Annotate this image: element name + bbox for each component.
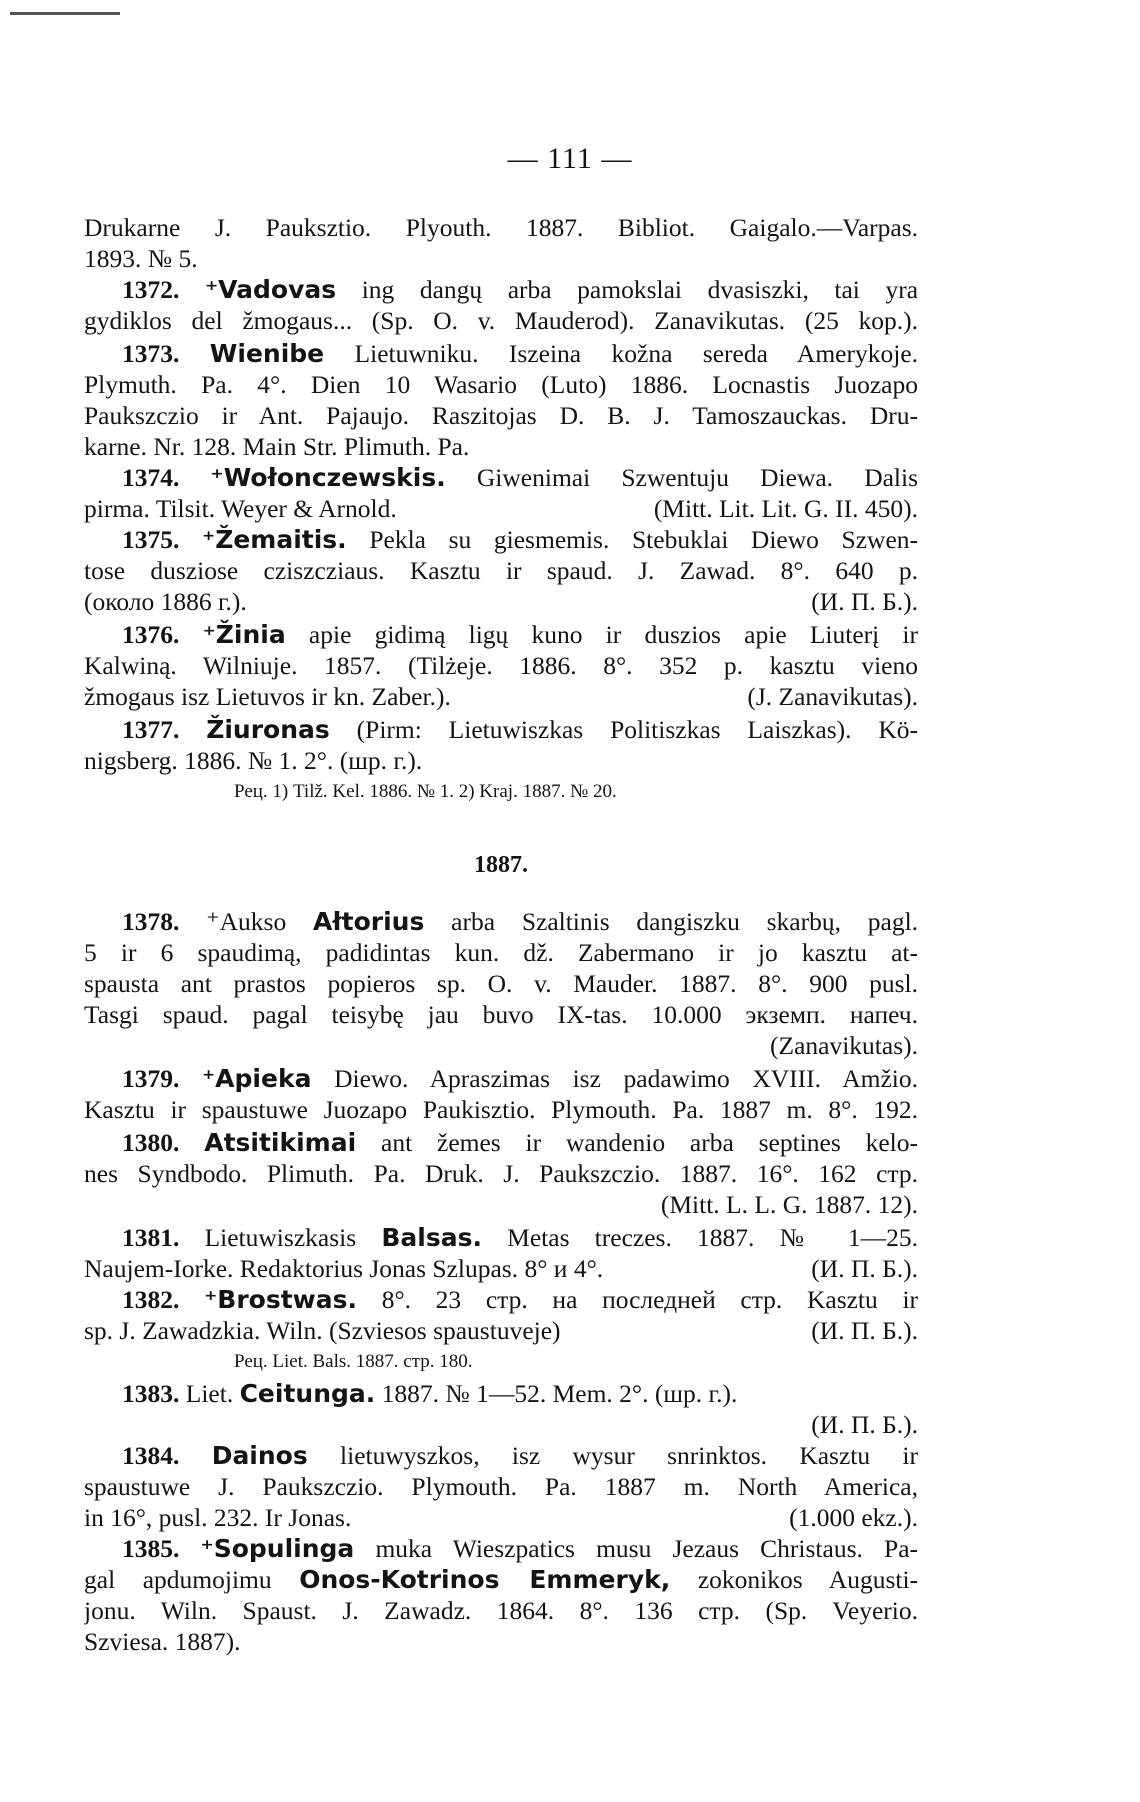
entry-line: Plymuth. Pa. 4°. Dien 10 Wasario (Luto) 1886. Locnastis Juozapo: [84, 370, 918, 399]
entry-line: 1893. № 5.: [84, 244, 198, 273]
entry-1374: [122, 462, 918, 493]
entry-line: jonu. Wiln. Spaust. J. Zawadz. 1864. 8°. 136 стр. (Sp. Veyerio.: [84, 1596, 918, 1625]
entry-text: lietuwyszkos, isz wysur snrinktos. Kasztu ir: [340, 1441, 918, 1470]
entry-title: Balsas.: [381, 1223, 482, 1252]
review-note: Рец. Liet. Bals. 1887. стр. 180.: [234, 1351, 473, 1372]
entry-text: (Pirm: Lietuwiszkas Politiszkas Laiszkas). Kö-: [356, 715, 918, 744]
entry-title: Dainos: [211, 1441, 308, 1470]
entry-text: gal apdumojimu: [84, 1565, 272, 1594]
entry-title: ⁺Žinia: [202, 620, 286, 649]
entry-source: (Mitt. Lit. Lit. G. II. 450).: [653, 494, 918, 523]
entry-line: tose dusziose cziszcziaus. Kasztu ir spaud. J. Zawad. 8°. 640 p.: [84, 556, 918, 585]
entry-number: 1384.: [122, 1441, 180, 1470]
entry-text: Pekla su giesmemis. Stebuklai Diewo Szwen-: [369, 525, 918, 554]
entry-1382: [122, 1284, 918, 1315]
entry-line: sp. J. Zawadzkia. Wiln. (Szviesos spaustuveje): [84, 1316, 561, 1345]
entry-line: Kasztu ir spaustuwe Juozapo Paukisztio. Plymouth. Pa. 1887 m. 8°. 192.: [84, 1095, 918, 1124]
entry-text: apie gidimą ligų kuno ir duszios apie Liuterį ir: [308, 620, 918, 649]
entry-text: ant žemes ir wandenio arba septines kelo-: [381, 1128, 918, 1157]
entry-text: 8°. 23 стр. на последней стр. Kasztu ir: [381, 1285, 918, 1314]
entry-text: ing dangų arba pamokslai dvasiszki, tai yra: [361, 275, 918, 304]
entry-1384: [122, 1440, 918, 1471]
entry-title: Ceitunga.: [239, 1379, 376, 1408]
entry-number: 1380.: [122, 1128, 180, 1157]
scan-edge-mark: [10, 12, 120, 15]
entry-line: žmogaus isz Lietuvos ir kn. Zaber.).: [84, 682, 451, 711]
entry-text: muka Wieszpatics musu Jezaus Christaus. Pa-: [375, 1534, 918, 1563]
entry-text: zokonikos Augusti-: [697, 1565, 918, 1594]
entry-text: Metas treczes. 1887. № 1—25.: [507, 1223, 918, 1252]
entry-source: (Mitt. L. L. G. 1887. 12).: [660, 1190, 918, 1219]
entry-1372: [122, 274, 918, 305]
entry-line: gydiklos del žmogaus... (Sp. O. v. Mauderod). Zanavikutas. (25 kop.).: [84, 306, 918, 335]
entry-title: Atsitikimai: [204, 1128, 357, 1157]
entry-source: (И. П. Б.).: [811, 1316, 918, 1345]
entry-number: 1374.: [122, 463, 180, 492]
entry-1376: [122, 619, 918, 650]
entry-source: (И. П. Б.).: [811, 1410, 918, 1439]
entry-line: [84, 1564, 918, 1595]
entry-title: ⁺Žemaitis.: [202, 525, 347, 554]
entry-title: Žiuronas: [206, 715, 330, 744]
entry-line: nes Syndbodo. Plimuth. Pa. Druk. J. Paukszczio. 1887. 16°. 162 стр.: [84, 1159, 918, 1188]
entry-text: arba Szaltinis dangiszku skarbų, pagl.: [451, 907, 918, 936]
entry-line: Paukszczio ir Ant. Pajaujo. Raszitojas D. B. J. Tamoszauckas. Dru-: [84, 401, 918, 430]
entry-number: 1376.: [122, 620, 180, 649]
page-number: — 111 —: [507, 142, 633, 175]
entry-source: (1.000 ekz.).: [789, 1503, 918, 1532]
entry-line: Naujem-Iorke. Redaktorius Jonas Szlupas. 8° и 4°.: [84, 1254, 604, 1283]
entry-title: Wienibe: [209, 339, 325, 368]
entry-title: ⁺Vadovas: [204, 275, 337, 304]
year-heading: 1887.: [474, 852, 528, 878]
entry-1379: [122, 1063, 918, 1094]
entry-number: 1381.: [122, 1223, 180, 1252]
entry-number: 1385.: [122, 1534, 180, 1563]
entry-title-prefix: ⁺Aukso: [206, 907, 287, 936]
entry-number: 1377.: [122, 715, 180, 744]
entry-line: pirma. Tilsit. Weyer & Arnold.: [84, 494, 397, 523]
entry-title: ⁺Brostwas.: [204, 1285, 357, 1314]
entry-1373: [122, 338, 918, 369]
entry-title: ⁺Sopulinga: [200, 1534, 355, 1563]
entry-text: 1887. № 1—52. Mem. 2°. (шр. г.).: [381, 1379, 738, 1408]
entry-source: (Zanavikutas).: [770, 1031, 918, 1060]
entry-1377: [122, 714, 918, 745]
entry-1383: [122, 1378, 918, 1409]
entry-1375: [122, 524, 918, 555]
entry-number: 1382.: [122, 1285, 180, 1314]
entry-title: Ałtorius: [313, 907, 425, 936]
entry-1385: [122, 1533, 918, 1564]
entry-1378: [122, 906, 918, 937]
entry-line: Kalwiną. Wilniuje. 1857. (Tilżeje. 1886. 8°. 352 p. kasztu vieno: [84, 651, 918, 680]
entry-line: Tasgi spaud. pagal teisybę jau buvo IX-tas. 10.000 экземп. напеч.: [84, 1000, 918, 1029]
entry-text: Lietuwniku. Iszeina kožna sereda Amerykoje.: [354, 339, 918, 368]
entry-line: spaustuwe J. Paukszczio. Plymouth. Pa. 1887 m. North America,: [84, 1472, 918, 1501]
entry-line: nigsberg. 1886. № 1. 2°. (шр. г.).: [84, 746, 423, 775]
entry-line: karne. Nr. 128. Main Str. Plimuth. Pa.: [84, 432, 470, 461]
entry-line: 5 ir 6 spaudimą, padidintas kun. dž. Zabermano ir jo kasztu at-: [84, 938, 918, 967]
entry-title: ⁺Apieka: [201, 1064, 312, 1093]
entry-line: spausta ant prastos popieros sp. O. v. Mauder. 1887. 8°. 900 pusl.: [84, 969, 918, 998]
entry-line: Drukarne J. Pauksztio. Plyouth. 1887. Bibliot. Gaigalo.—Varpas.: [84, 213, 918, 242]
entry-line: in 16°, pusl. 232. Ir Jonas.: [84, 1503, 352, 1532]
entry-1380: [122, 1127, 918, 1158]
entry-number: 1372.: [122, 275, 180, 304]
entry-title: Onos-Kotrinos Emmeryk,: [299, 1565, 671, 1594]
entry-source: (J. Zanavikutas).: [747, 682, 918, 711]
entry-number: 1383.: [122, 1379, 180, 1408]
entry-number: 1373.: [122, 339, 180, 368]
entry-source: (И. П. Б.).: [811, 587, 918, 616]
entry-line: Szviesa. 1887).: [84, 1627, 241, 1656]
entry-text: Giwenimai Szwentuju Diewa. Dalis: [476, 463, 918, 492]
entry-1381: [122, 1222, 918, 1253]
entry-text: Diewo. Apraszimas isz padawimo XVIII. Amžio.: [334, 1064, 918, 1093]
entry-line: (около 1886 г.).: [84, 587, 247, 616]
entry-title-prefix: Lietuwiszkasis: [204, 1223, 357, 1252]
entry-number: 1378.: [122, 907, 180, 936]
review-note: Рец. 1) Tilž. Kel. 1886. № 1. 2) Kraj. 1887. № 20.: [234, 781, 617, 802]
entry-title-prefix: Liet.: [185, 1379, 234, 1408]
entry-title: ⁺Wołonczewskis.: [210, 463, 446, 492]
entry-number: 1375.: [122, 525, 180, 554]
entry-source: (И. П. Б.).: [811, 1254, 918, 1283]
entry-number: 1379.: [122, 1064, 180, 1093]
